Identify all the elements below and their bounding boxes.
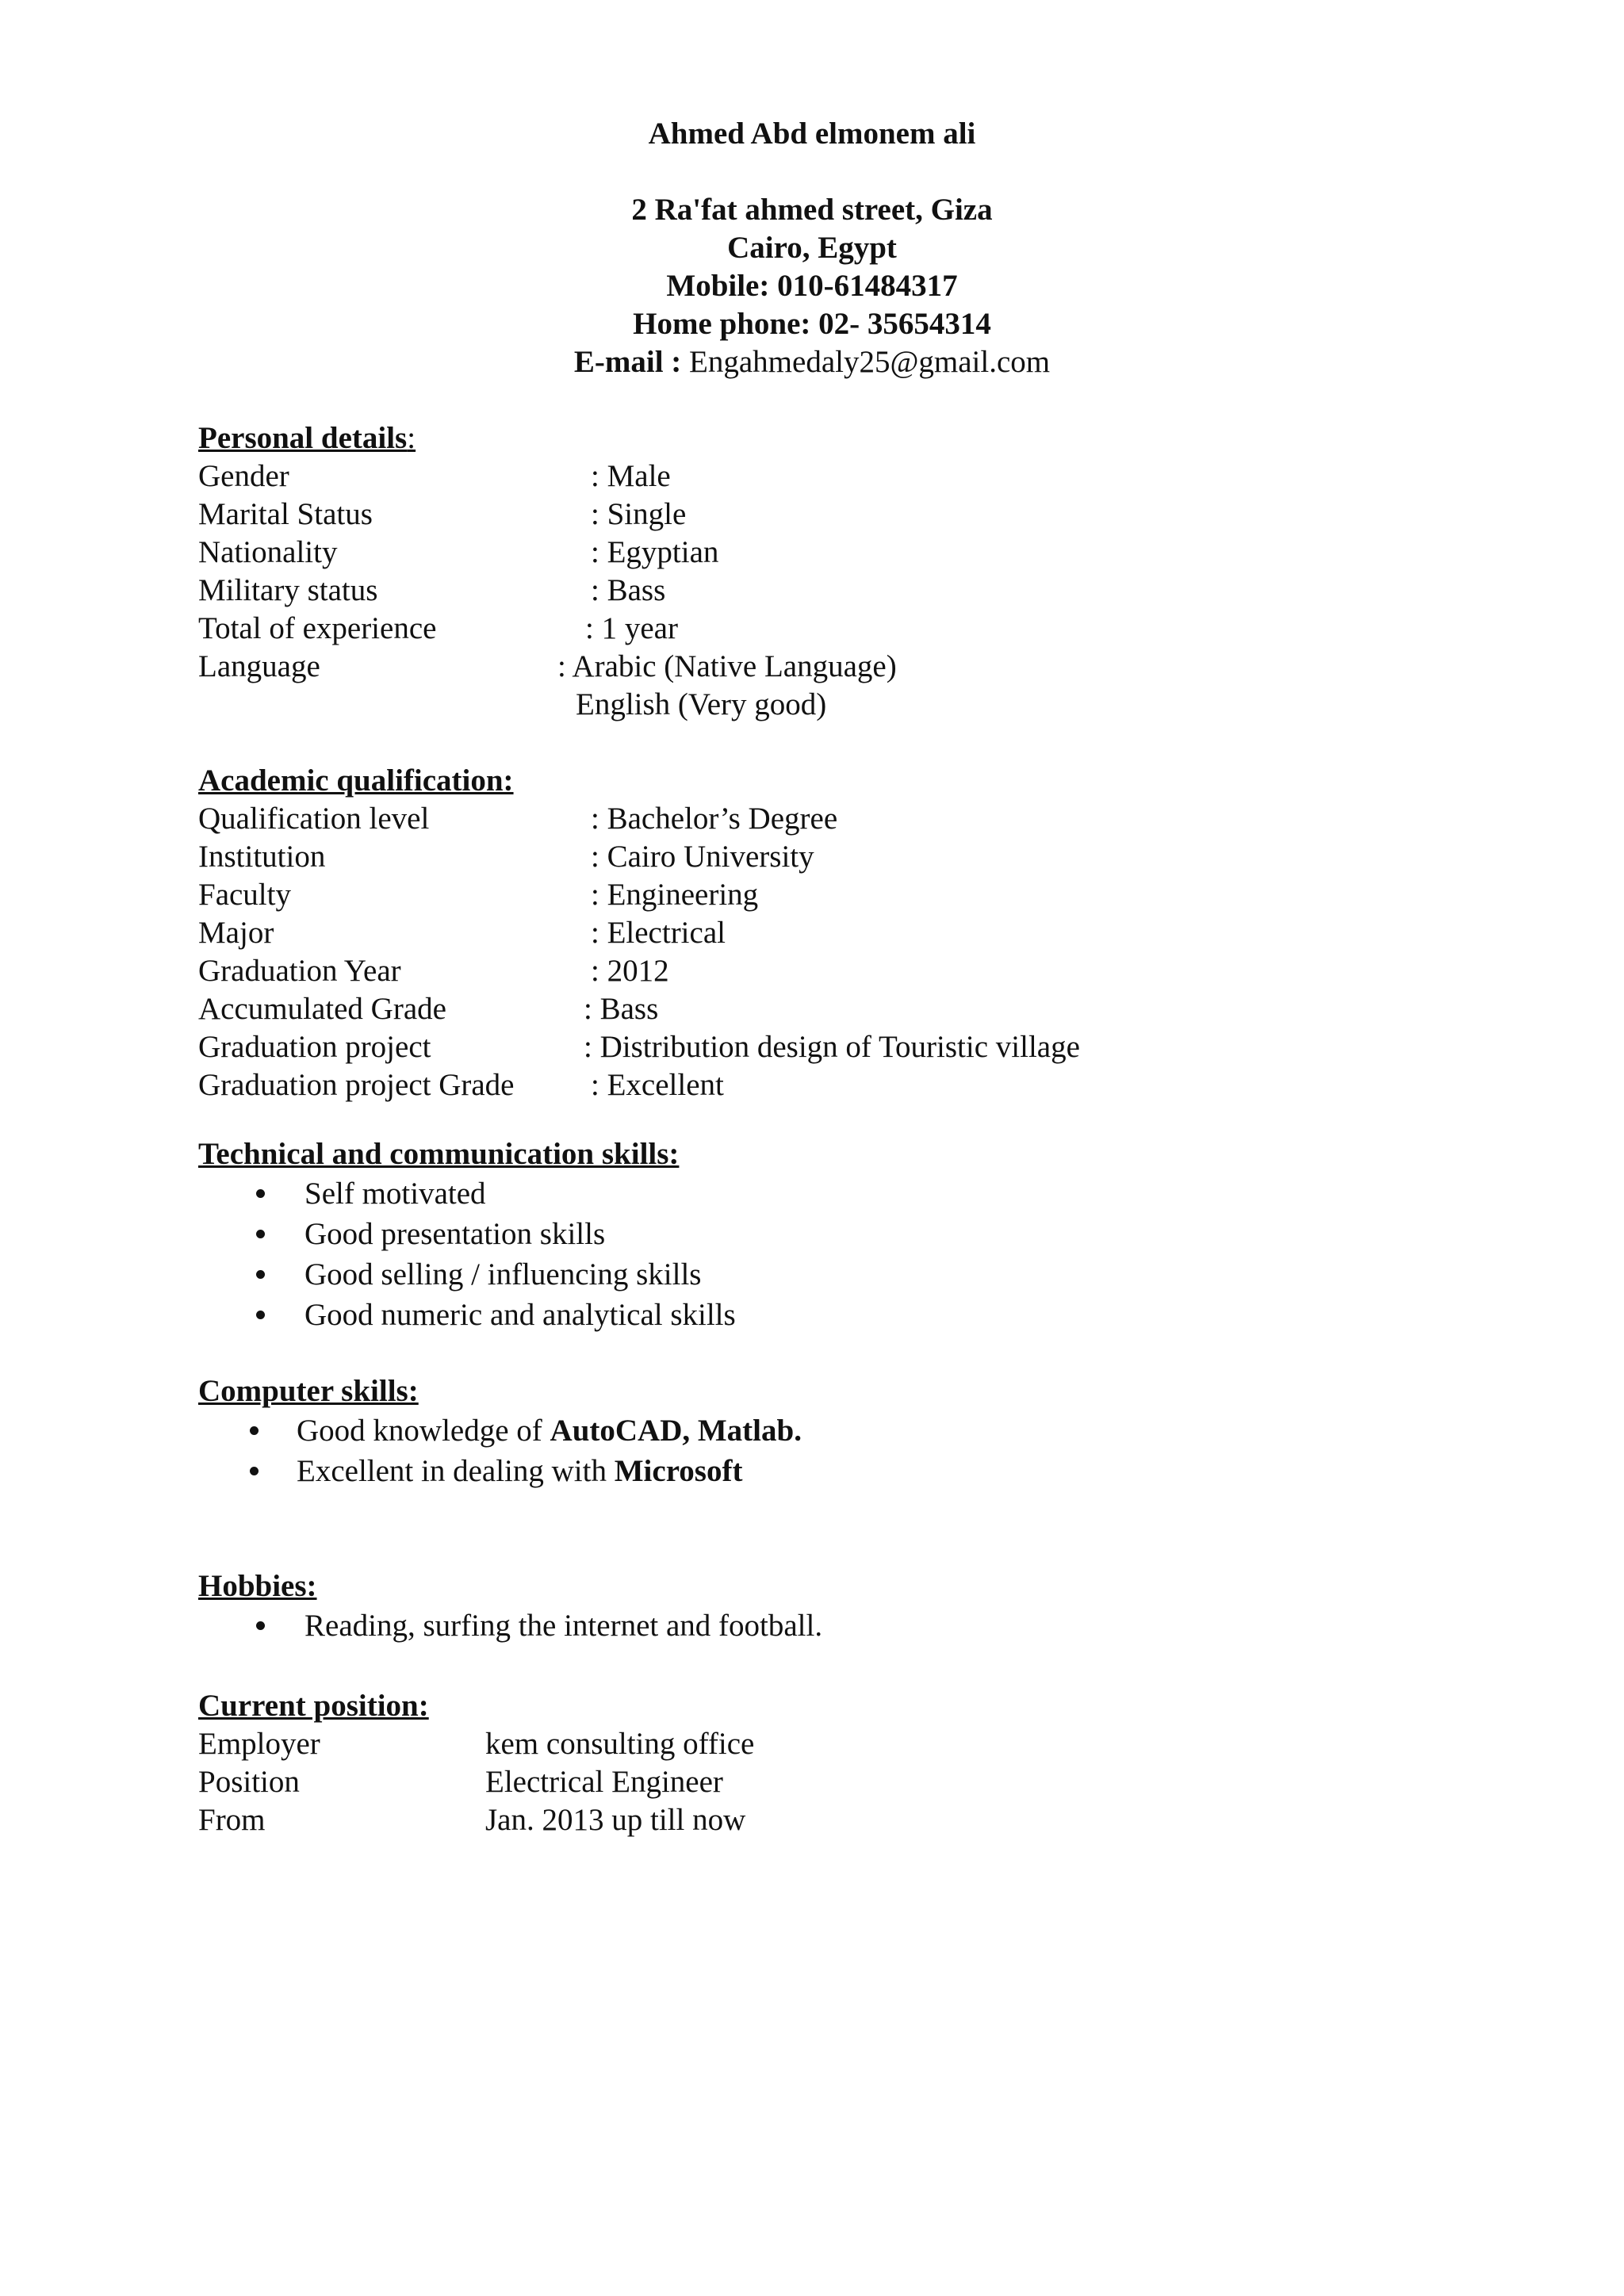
detail-value: English (Very good) bbox=[576, 687, 827, 721]
personal-details-section bbox=[198, 419, 1546, 724]
detail-value: Jan. 2013 up till now bbox=[485, 1803, 746, 1837]
detail-row-language bbox=[198, 648, 1546, 686]
detail-row-faculty bbox=[198, 876, 1546, 914]
detail-value: : 2012 bbox=[591, 954, 669, 988]
bullet-icon bbox=[250, 1426, 259, 1435]
detail-value: : Electrical bbox=[591, 916, 726, 950]
mobile-number: Mobile: 010-61484317 bbox=[666, 269, 958, 303]
detail-label: Military status bbox=[198, 573, 378, 607]
current-position-section bbox=[198, 1687, 1546, 1839]
detail-value: : Excellent bbox=[591, 1068, 724, 1102]
detail-row-major bbox=[198, 914, 1546, 952]
computer-skills-section bbox=[198, 1372, 1546, 1491]
detail-row-institution bbox=[198, 838, 1546, 876]
bullet-icon bbox=[250, 1467, 259, 1475]
hobbies-heading: Hobbies: bbox=[198, 1569, 317, 1603]
detail-value: : Arabic (Native Language) bbox=[557, 649, 897, 683]
technical-skills-list bbox=[198, 1173, 1546, 1335]
detail-label: Qualification level bbox=[198, 802, 430, 836]
detail-value: : Bass bbox=[591, 573, 666, 607]
detail-row-language-extra bbox=[198, 686, 1546, 724]
hobbies-list bbox=[198, 1605, 1546, 1646]
detail-row-graduation-year bbox=[198, 952, 1546, 990]
email-address: Engahmedaly25@gmail.com bbox=[689, 345, 1051, 379]
computer-skills-heading: Computer skills: bbox=[198, 1374, 419, 1408]
list-item: Excellent in dealing with Microsoft bbox=[198, 1451, 1546, 1491]
detail-value: : Male bbox=[591, 459, 671, 493]
bullet-icon bbox=[256, 1230, 265, 1238]
academic-qualification-heading: Academic qualification: bbox=[198, 763, 514, 798]
computer-skills-list bbox=[198, 1410, 1546, 1491]
detail-value: : Bachelor’s Degree bbox=[591, 802, 838, 836]
detail-value: : Engineering bbox=[591, 878, 759, 912]
detail-label: Language bbox=[198, 649, 320, 683]
position-row-position bbox=[198, 1763, 1546, 1801]
detail-value: : Egyptian bbox=[591, 535, 719, 569]
bullet-icon bbox=[256, 1189, 265, 1198]
detail-label: Graduation project Grade bbox=[198, 1068, 515, 1102]
home-phone: Home phone: 02- 35654314 bbox=[633, 307, 991, 341]
list-item: Self motivated bbox=[198, 1173, 1546, 1214]
detail-label: Institution bbox=[198, 840, 326, 874]
current-position-heading: Current position: bbox=[198, 1689, 429, 1723]
detail-label: Major bbox=[198, 916, 274, 950]
detail-label: Employer bbox=[198, 1727, 320, 1761]
technical-skills-heading: Technical and communication skills: bbox=[198, 1137, 680, 1171]
hobbies-section bbox=[198, 1567, 1546, 1646]
detail-value: : Distribution design of Touristic village bbox=[584, 1030, 1080, 1064]
detail-value: : Bass bbox=[584, 992, 659, 1026]
bullet-icon bbox=[256, 1270, 265, 1279]
detail-label: Gender bbox=[198, 459, 289, 493]
bullet-icon bbox=[256, 1311, 265, 1319]
detail-value: : Single bbox=[591, 497, 687, 531]
detail-label: Nationality bbox=[198, 535, 338, 569]
position-row-from bbox=[198, 1801, 1546, 1839]
detail-value: Electrical Engineer bbox=[485, 1765, 723, 1799]
detail-label: Accumulated Grade bbox=[198, 992, 446, 1026]
list-item: Reading, surfing the internet and football. bbox=[198, 1605, 1546, 1646]
detail-row-military-status bbox=[198, 572, 1546, 610]
list-item: Good numeric and analytical skills bbox=[198, 1295, 1546, 1335]
detail-label: Total of experience bbox=[198, 611, 437, 645]
applicant-name: Ahmed Abd elmonem ali bbox=[648, 117, 976, 151]
detail-row-project-grade bbox=[198, 1066, 1546, 1104]
detail-row-marital-status bbox=[198, 496, 1546, 534]
list-item: Good selling / influencing skills bbox=[198, 1254, 1546, 1295]
detail-label: Graduation Year bbox=[198, 954, 401, 988]
detail-row-nationality bbox=[198, 534, 1546, 572]
detail-row-graduation-project bbox=[198, 1028, 1546, 1066]
detail-label: Graduation project bbox=[198, 1030, 431, 1064]
position-row-employer bbox=[198, 1725, 1546, 1763]
address-line-2: Cairo, Egypt bbox=[727, 231, 897, 265]
detail-row-qualification-level bbox=[198, 800, 1546, 838]
detail-row-accumulated-grade bbox=[198, 990, 1546, 1028]
detail-label: From bbox=[198, 1803, 266, 1837]
personal-details-heading: Personal details: bbox=[198, 421, 416, 455]
academic-qualification-section bbox=[198, 762, 1546, 1104]
detail-row-gender bbox=[198, 457, 1546, 496]
list-item: Good presentation skills bbox=[198, 1214, 1546, 1254]
detail-row-experience bbox=[198, 610, 1546, 648]
detail-value: : Cairo University bbox=[591, 840, 814, 874]
detail-label: Faculty bbox=[198, 878, 291, 912]
email-line bbox=[0, 343, 1624, 381]
address-line-1: 2 Ra'fat ahmed street, Giza bbox=[631, 193, 993, 227]
detail-value: : 1 year bbox=[585, 611, 678, 645]
detail-label: Position bbox=[198, 1765, 300, 1799]
email-label: E-mail : bbox=[573, 345, 682, 379]
detail-label: Marital Status bbox=[198, 497, 373, 531]
list-item: Good knowledge of AutoCAD, Matlab. bbox=[198, 1410, 1546, 1451]
bullet-icon bbox=[256, 1621, 265, 1630]
contact-header bbox=[0, 115, 1624, 381]
detail-value: kem consulting office bbox=[485, 1727, 755, 1761]
technical-skills-section bbox=[198, 1135, 1546, 1335]
